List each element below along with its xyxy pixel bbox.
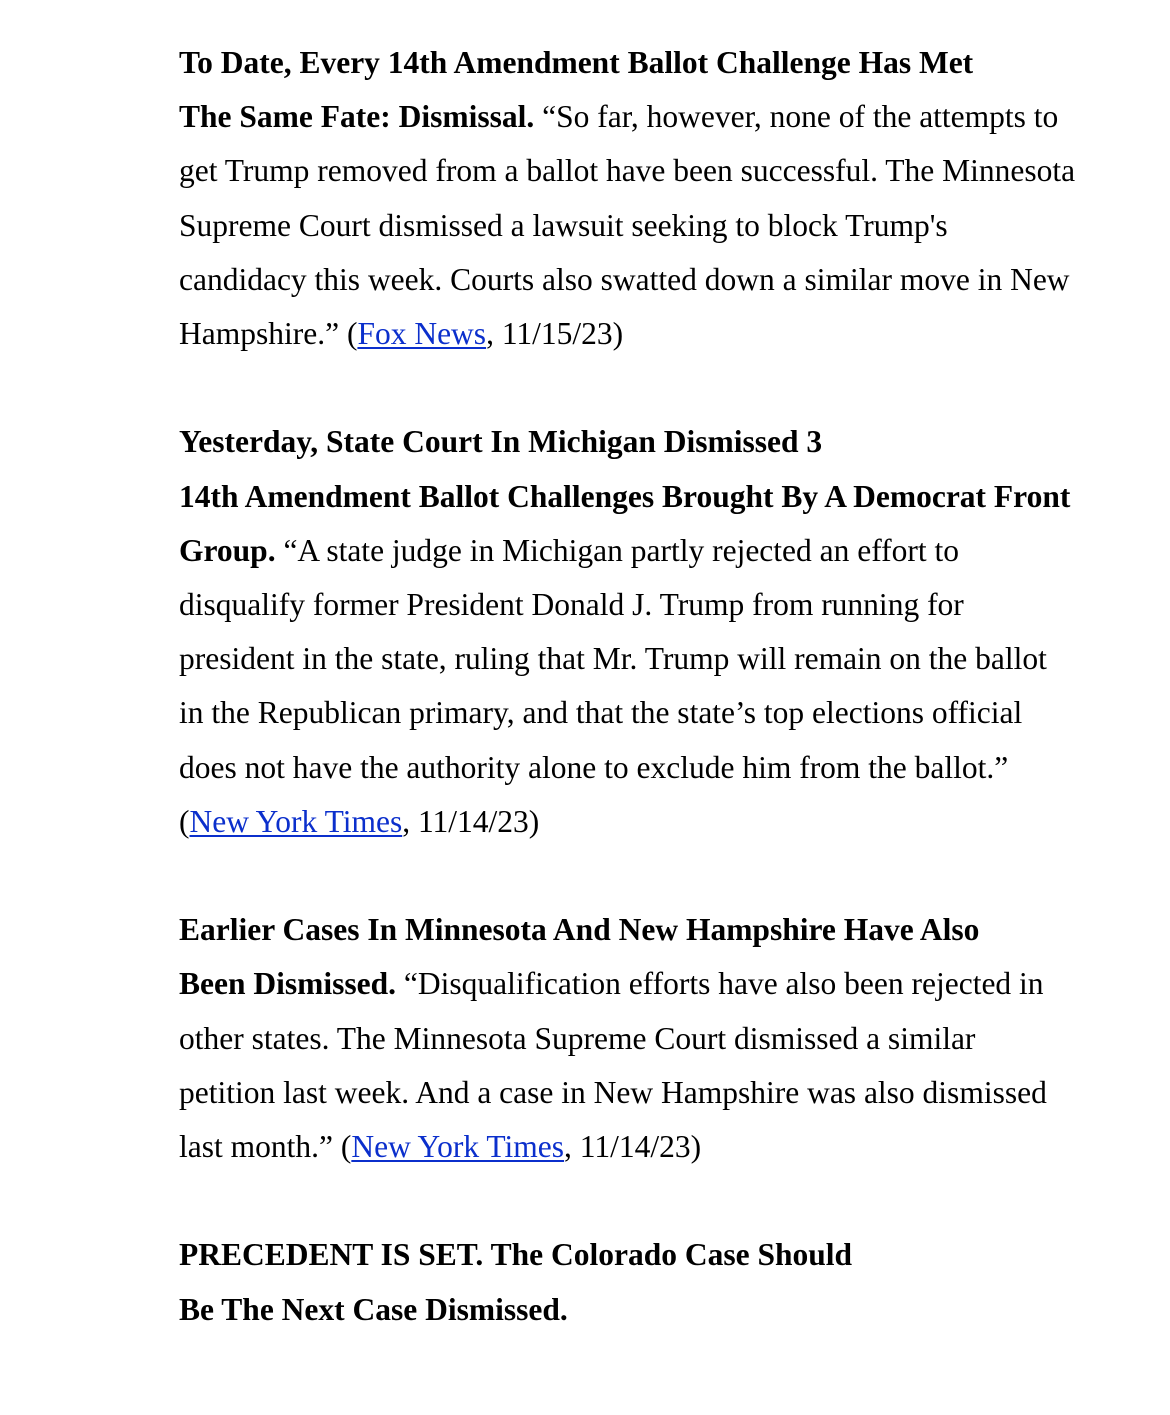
paragraph-minnesota-new-hampshire bbox=[179, 903, 1079, 1174]
closing-heading bbox=[179, 1237, 852, 1326]
paragraph-fox-news bbox=[179, 36, 1079, 361]
closing-line-2: Be The Next Case Dismissed. bbox=[179, 1291, 568, 1327]
source-date: , 11/15/23) bbox=[486, 316, 624, 352]
heading-line-1: Yesterday, State Court In Michigan Dismissed 3 bbox=[179, 424, 823, 460]
document-body bbox=[179, 36, 1079, 1391]
source-date: , 11/14/23) bbox=[402, 803, 540, 839]
heading-line-2: Been Dismissed. bbox=[179, 966, 397, 1002]
heading-line-1: To Date, Every 14th Amendment Ballot Challenge Has Met bbox=[179, 45, 974, 80]
paragraph-quote: “So far, however, none of the attempts to get Trump removed from a ballot have been successful. The Minnesota Supreme Court dismissed a lawsuit seeking to block Trump's candidacy this week. Courts also swatted down a similar move in New Hampshire.” ( bbox=[179, 99, 1076, 352]
paragraph-michigan bbox=[179, 415, 1079, 849]
source-date: , 11/14/23) bbox=[564, 1129, 702, 1165]
heading-line-1: Earlier Cases In Minnesota And New Hampshire Have Also bbox=[179, 912, 980, 948]
closing-statement bbox=[179, 1228, 1079, 1336]
source-link-new-york-times[interactable]: New York Times bbox=[351, 1129, 565, 1165]
heading-line-2: The Same Fate: Dismissal. bbox=[179, 99, 535, 135]
source-link-new-york-times[interactable]: New York Times bbox=[189, 803, 403, 839]
closing-line-1: PRECEDENT IS SET. The Colorado Case Should bbox=[179, 1237, 853, 1273]
paragraph-quote: “Disqualification efforts have also been rejected in other states. The Minnesota Supreme Court dismissed a similar petition last week. And a case in New Hampshire was also dismissed last month.” ( bbox=[179, 966, 1047, 1165]
paragraph-quote: “A state judge in Michigan partly rejected an effort to disqualify former President Donald J. Trump from running for president in the state, ruling that Mr. Trump will remain on the ballot in the Republican primary, and that the state’s top elections official does not have the authority alone to exclude him from the ballot.” ( bbox=[179, 532, 1047, 839]
source-link-fox-news[interactable]: Fox News bbox=[357, 316, 487, 352]
heading-line-2: 14th Amendment Ballot Challenges Brought By A Democrat Front Group. bbox=[179, 478, 1071, 568]
